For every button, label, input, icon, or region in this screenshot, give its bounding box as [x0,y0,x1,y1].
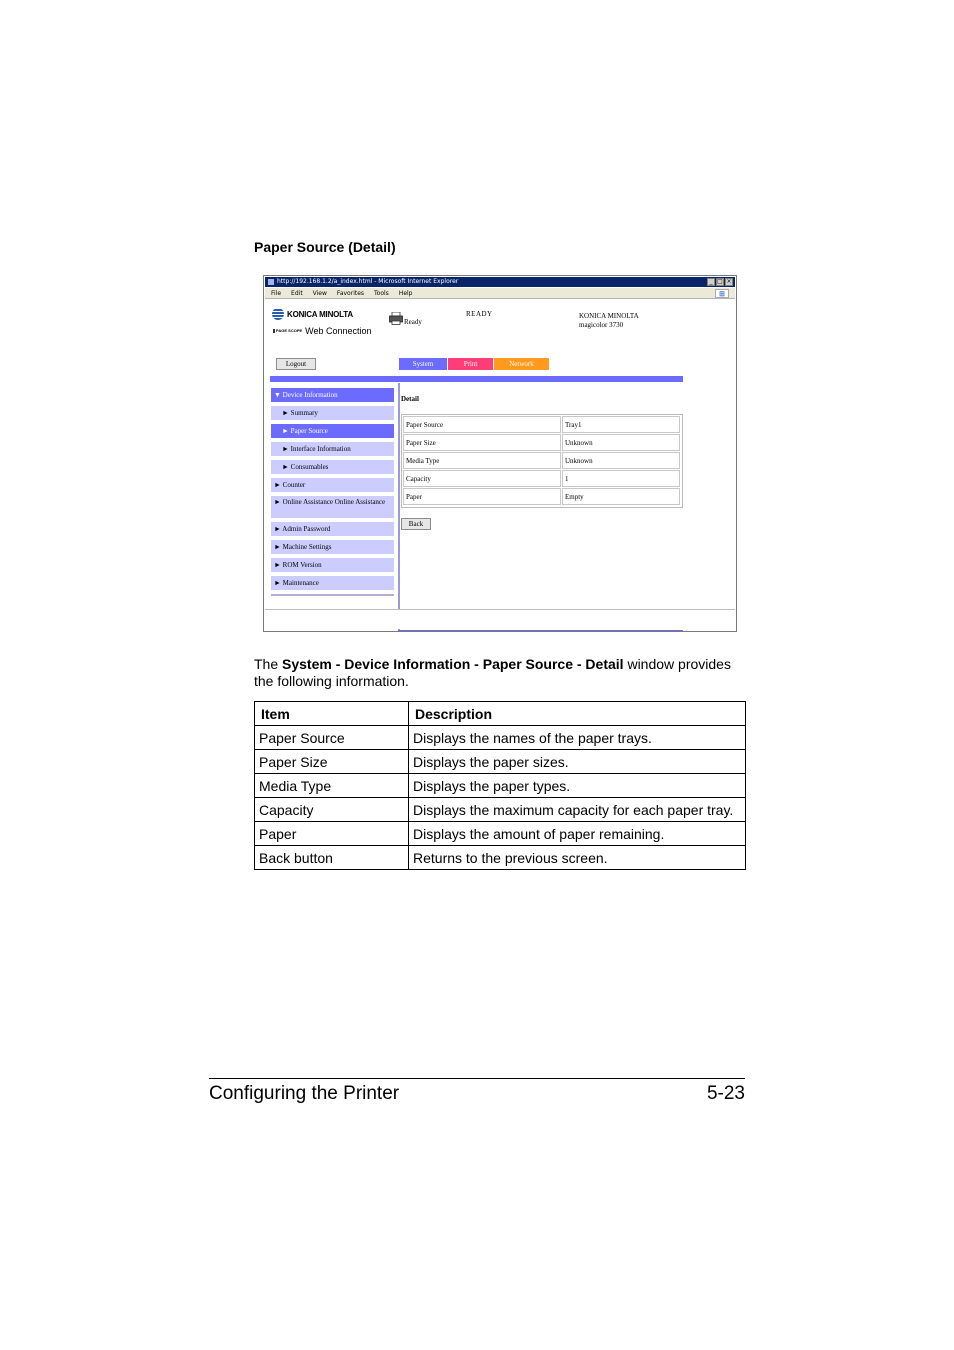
brand-name: KONICA MINOLTA [287,309,353,319]
menu-edit[interactable]: Edit [291,290,303,297]
sidebar-item-summary[interactable]: ► Summary [271,406,394,420]
para-post: window provides the following information. [254,656,731,689]
table-row [255,750,746,774]
detail-label: Paper Size [403,434,561,451]
sidebar-item-interface-information[interactable]: ► Interface Information [271,442,394,456]
menu-view[interactable]: View [312,290,327,297]
content-bottom-rule [398,630,683,632]
tab-network[interactable]: Network [494,358,549,370]
table-row [255,846,746,870]
header-item: Item [255,702,409,726]
table-row [255,822,746,846]
table-header-row [255,702,746,726]
sidebar-item-online-assistance[interactable]: ► Online Assistance Online Assistance [271,496,394,518]
sidebar-item-counter[interactable]: ► Counter [271,478,394,492]
table-row [255,798,746,822]
header-description: Description [409,702,746,726]
row-item: Paper Size [255,750,409,774]
pagescope-mark: PAGE SCOPE [273,329,302,333]
web-connection-label: Web Connection [305,326,372,336]
sidebar-item-rom-version[interactable]: ► ROM Version [271,558,394,572]
detail-label: Media Type [403,452,561,469]
detail-value: Unknown [562,434,680,451]
header-divider [270,376,683,382]
row-description: Displays the maximum capacity for each paper tray. [409,798,746,822]
row-description: Returns to the previous screen. [409,846,746,870]
menu-help[interactable]: Help [398,290,413,297]
pagescope-logo [273,326,372,336]
detail-value: Unknown [562,452,680,469]
table-row [255,726,746,750]
info-table [254,701,746,870]
row-item: Paper Source [255,726,409,750]
menu-file[interactable]: File [271,290,282,297]
model-info [579,312,639,330]
web-page [267,300,734,630]
status-ready: Ready [404,318,422,326]
detail-row [403,470,681,488]
menu-tools[interactable]: Tools [374,290,389,297]
para-bold: System - Device Information - Paper Source - Detail [282,656,624,672]
sidebar-item-consumables[interactable]: ► Consumables [271,460,394,474]
detail-label: Paper Source [403,416,561,433]
row-item: Paper [255,822,409,846]
para-pre: The [254,656,283,672]
browser-menubar [265,288,735,299]
detail-row [403,434,681,452]
footer-page-number: 5-23 [706,1083,745,1104]
window-controls [707,278,733,286]
table-row [255,774,746,798]
footer-chapter: Configuring the Printer [209,1083,400,1104]
browser-screenshot [263,275,737,632]
footer-rule [209,1078,745,1079]
status-panel: READY [466,310,493,318]
menu-favorites[interactable]: Favorites [336,290,365,297]
sidebar-item-device-information[interactable]: ▼ Device Information [271,388,394,402]
browser-titlebar [265,277,735,287]
windows-logo-icon: ⊞ [715,289,729,298]
detail-heading: Detail [401,395,419,403]
detail-value: Tray1 [562,416,680,433]
sidebar-item-machine-settings[interactable]: ► Machine Settings [271,540,394,554]
sidebar-item-paper-source[interactable]: ► Paper Source [271,424,394,438]
row-description: Displays the amount of paper remaining. [409,822,746,846]
km-globe-icon [272,308,284,320]
detail-row [403,488,681,506]
maximize-icon[interactable]: □ [717,278,723,285]
model-name: magicolor 3730 [579,321,624,329]
row-description: Displays the paper types. [409,774,746,798]
main-tabs [399,358,549,370]
row-item: Back button [255,846,409,870]
detail-table [401,414,683,508]
browser-status-bar [265,609,735,629]
tab-system[interactable]: System [399,358,447,370]
browser-title: http://192.168.1.2/a_index.html - Microsoft Internet Explorer [277,278,459,285]
row-description: Displays the paper sizes. [409,750,746,774]
detail-value: Empty [562,488,680,505]
model-brand: KONICA MINOLTA [579,312,639,320]
intro-paragraph [254,656,754,690]
close-icon[interactable]: × [726,278,732,285]
back-button[interactable]: Back [401,518,431,530]
sidebar [271,388,394,596]
detail-label: Capacity [403,470,561,487]
row-item: Media Type [255,774,409,798]
minimize-icon[interactable]: _ [707,278,715,286]
detail-row [403,452,681,470]
sidebar-item-admin-password[interactable]: ► Admin Password [271,522,394,536]
printer-icon [389,312,403,325]
sidebar-item-maintenance[interactable]: ► Maintenance [271,576,394,590]
content-divider [398,383,400,631]
row-item: Capacity [255,798,409,822]
ie-window-icon [268,279,274,285]
row-description: Displays the names of the paper trays. [409,726,746,750]
konica-minolta-logo [272,308,353,320]
tab-print[interactable]: Print [448,358,493,370]
sidebar-bottom-rule [271,594,394,596]
section-title: Paper Source (Detail) [254,239,396,255]
detail-label: Paper [403,488,561,505]
detail-value: 1 [562,470,680,487]
logout-button[interactable]: Logout [276,358,316,370]
detail-row [403,416,681,434]
